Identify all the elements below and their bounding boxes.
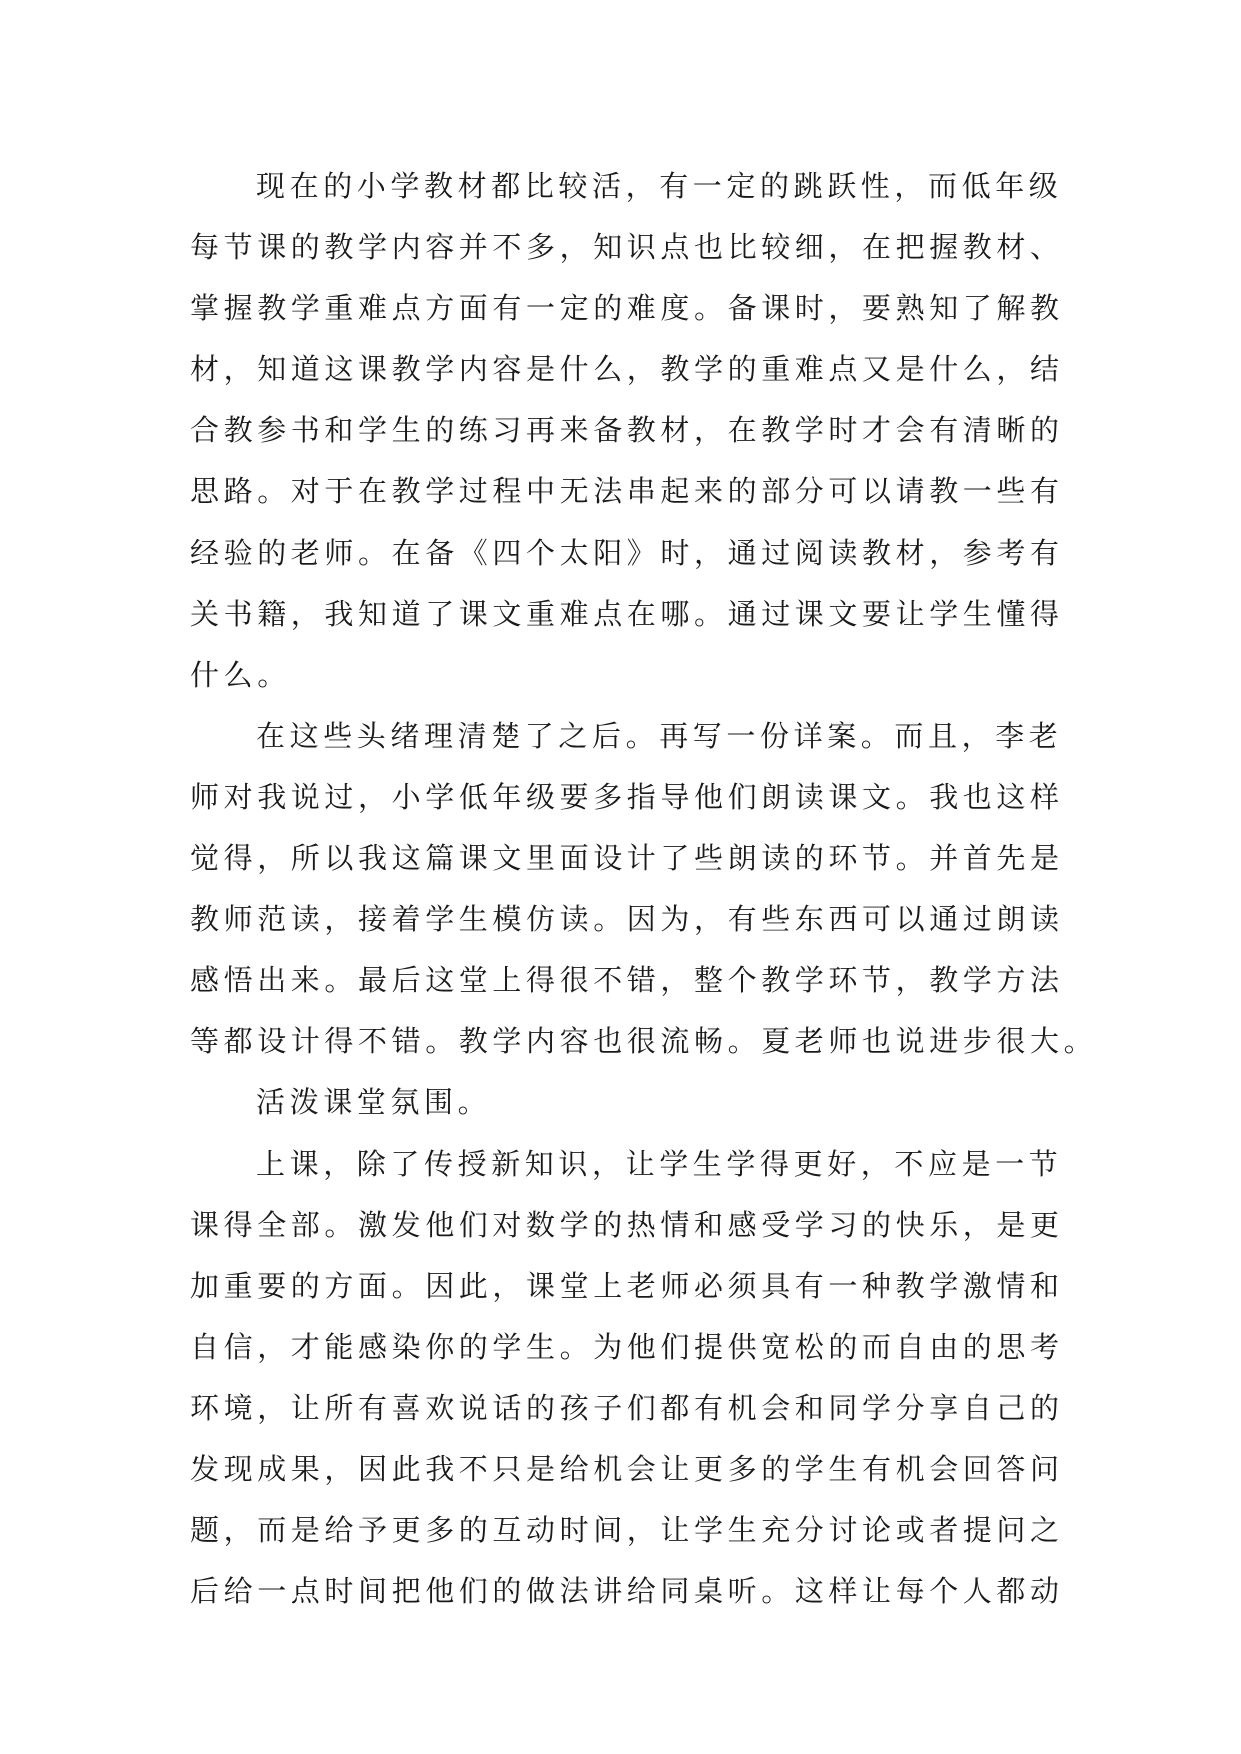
text-line: 什么。 [190,657,291,692]
text-line: 等都设计得不错。教学内容也很流畅。夏老师也说进步很大。 [190,1024,1098,1059]
text-line: 每节课的教学内容并不多，知识点也比较细，在把握教材、 [190,230,1064,265]
text-line: 环境，让所有喜欢说话的孩子们都有机会和同学分享自己的 [190,1390,1064,1425]
text-line: 加重要的方面。因此，课堂上老师必须具有一种教学激情和 [190,1268,1064,1303]
text-line: 后给一点时间把他们的做法讲给同桌听。这样让每个人都动 [190,1574,1064,1609]
text-line: 在这些头绪理清楚了之后。再写一份详案。而且，李老 [256,718,1063,753]
text-line: 活泼课堂氛围。 [256,1085,492,1120]
text-line: 教师范读，接着学生模仿读。因为，有些东西可以通过朗读 [190,902,1064,937]
text-line: 自信，才能感染你的学生。为他们提供宽松的而自由的思考 [190,1329,1064,1364]
text-line: 思路。对于在教学过程中无法串起来的部分可以请教一些有 [190,474,1064,509]
text-line: 感悟出来。最后这堂上得很不错，整个教学环节，教学方法 [190,963,1064,998]
text-line: 合教参书和学生的练习再来备教材，在教学时才会有清晰的 [190,413,1064,448]
body-text [190,156,1098,1622]
text-line: 发现成果，因此我不只是给机会让更多的学生有机会回答问 [190,1451,1064,1486]
text-line: 师对我说过，小学低年级要多指导他们朗读课文。我也这样 [190,779,1064,814]
text-line: 题，而是给予更多的互动时间，让学生充分讨论或者提问之 [190,1513,1064,1548]
text-line: 关书籍，我知道了课文重难点在哪。通过课文要让学生懂得 [190,596,1064,631]
text-line: 掌握教学重难点方面有一定的难度。备课时，要熟知了解教 [190,291,1064,326]
text-line: 材，知道这课教学内容是什么，教学的重难点又是什么，结 [190,352,1064,387]
text-line: 上课，除了传授新知识，让学生学得更好，不应是一节 [256,1146,1063,1181]
text-line: 现在的小学教材都比较活，有一定的跳跃性，而低年级 [256,169,1063,203]
text-line: 课得全部。激发他们对数学的热情和感受学习的快乐，是更 [190,1207,1064,1242]
text-line: 觉得，所以我这篇课文里面设计了些朗读的环节。并首先是 [190,841,1064,876]
text-line: 经验的老师。在备《四个太阳》时，通过阅读教材，参考有 [190,535,1064,570]
